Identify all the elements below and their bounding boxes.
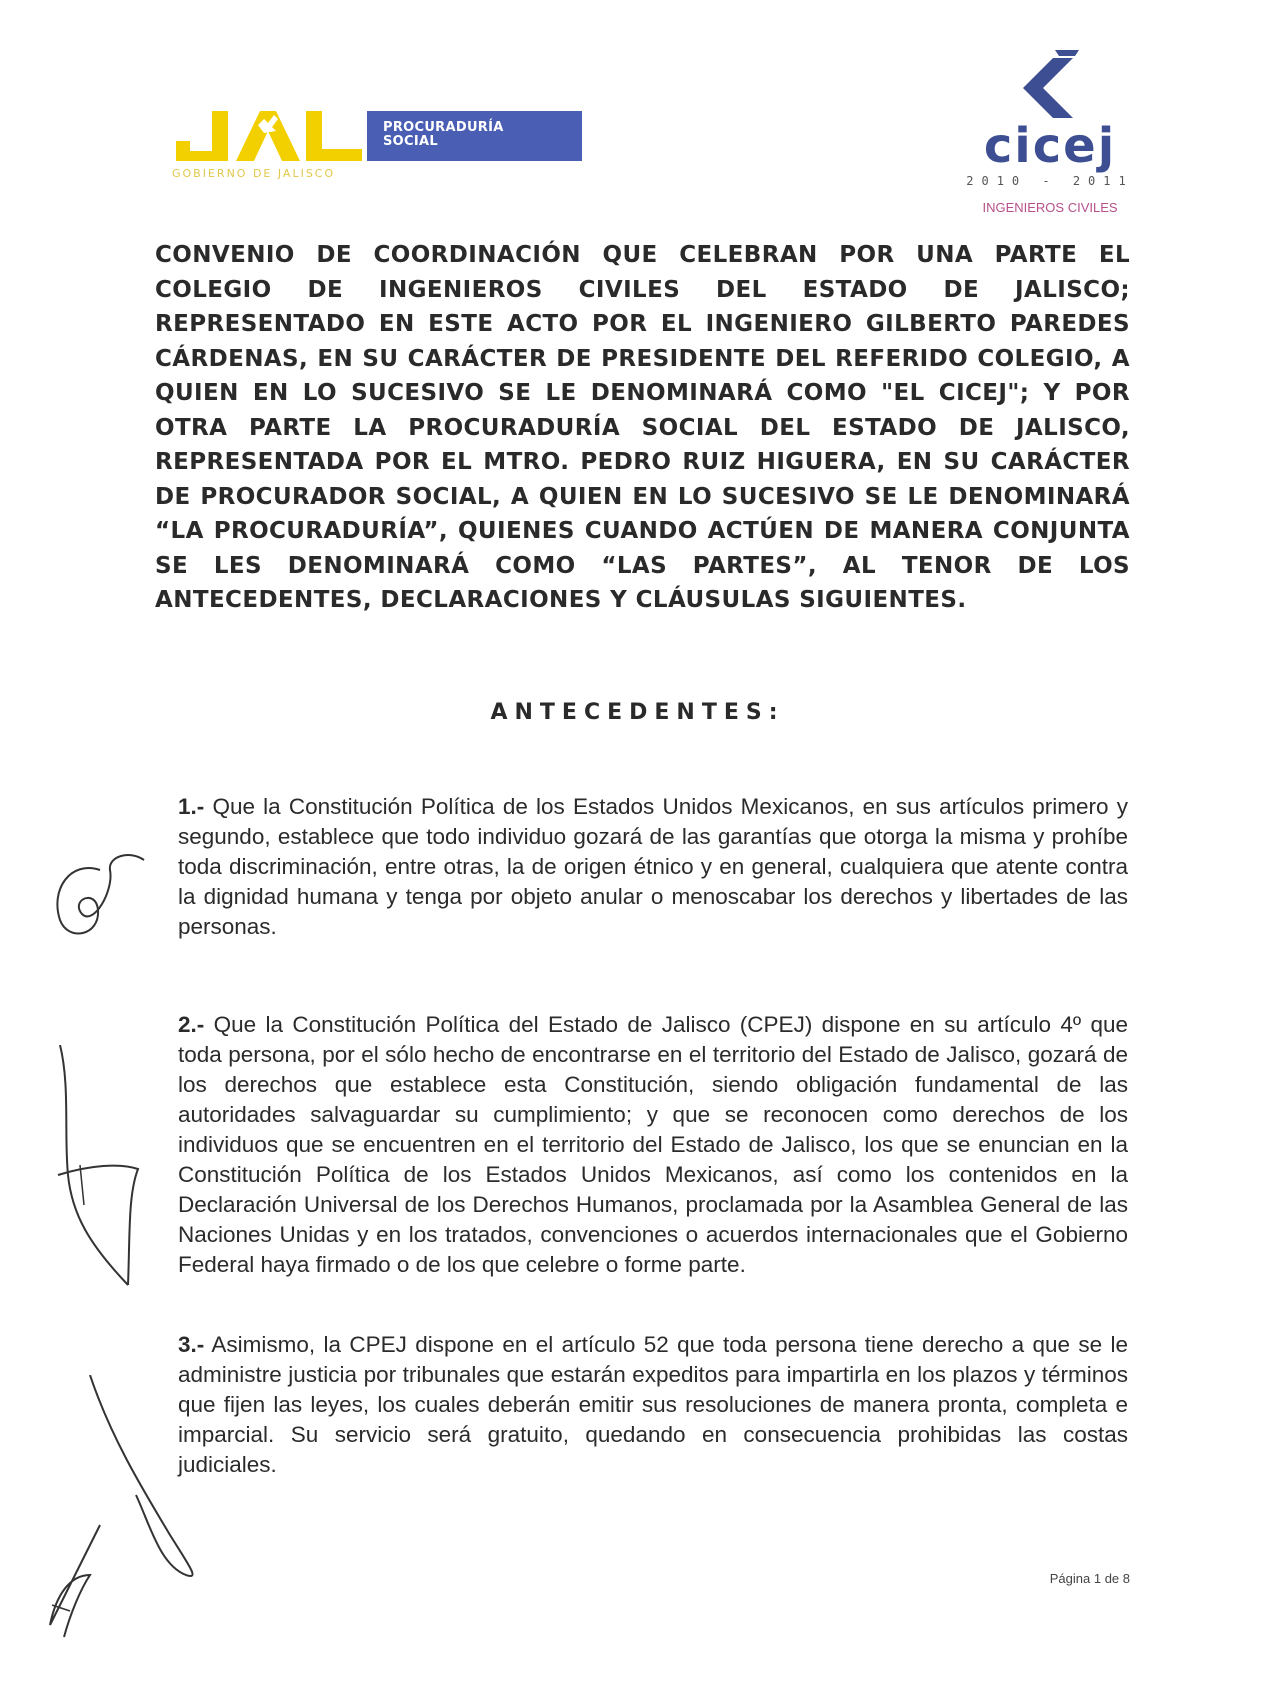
procuraduria-social-logo <box>172 105 612 185</box>
institution-line-1: PROCURADURÍA <box>383 120 504 135</box>
cicej-logo <box>965 50 1135 225</box>
paragraph-number: 1.- <box>178 794 205 819</box>
jal-logo-mark <box>172 105 372 165</box>
procuraduria-social-label <box>367 111 582 161</box>
paragraph-number: 2.- <box>178 1012 205 1037</box>
cicej-years: 2010 - 2011 <box>966 174 1134 188</box>
paragraph-1 <box>178 792 1128 942</box>
signature-initial-1 <box>40 840 150 950</box>
institution-line-2: SOCIAL <box>383 134 438 149</box>
section-heading-antecedentes: ANTECEDENTES: <box>490 700 785 725</box>
signature-initial-3 <box>40 1375 210 1640</box>
paragraph-2 <box>178 1010 1128 1280</box>
paragraph-text: Asimismo, la CPEJ dispone en el artículo 52 que toda persona tiene derecho a que se le administre justicia por tribunales que estarán expeditos para impartirla en los plazos y términos que fijen las leyes, los cuales deberán emitir sus resoluciones de manera pronta, completa e imparcial. Su servicio será gratuito, quedando en consecuencia prohibidas las costas judiciales. <box>178 1332 1128 1477</box>
cicej-wordmark: cicej <box>983 118 1117 174</box>
signature-initial-2 <box>50 1045 160 1295</box>
document-title: CONVENIO DE COORDINACIÓN QUE CELEBRAN POR UNA PARTE EL COLEGIO DE INGENIEROS CIVILES DEL ESTADO DE JALISCO; REPRESENTADO EN ESTE ACTO POR EL INGENIERO GILBERTO PAREDES CÁRDENAS, EN SU CARÁCTER DE PRESIDENTE DEL REFERIDO COLEGIO, A QUIEN EN LO SUCESIVO SE LE DENOMINARÁ COMO "EL CICEJ"; Y POR OTRA PARTE LA PROCURADURÍA SOCIAL DEL ESTADO DE JALISCO, REPRESENTADA POR EL MTRO. PEDRO RUIZ HIGUERA, EN SU CARÁCTER DE PROCURADOR SOCIAL, A QUIEN EN LO SUCESIVO SE LE DENOMINARÁ “LA PROCURADURÍA”, QUIENES CUANDO ACTÚEN DE MANERA CONJUNTA SE LES DENOMINARÁ COMO “LAS PARTES”, AL TENOR DE LOS ANTECEDENTES, DECLARACIONES Y CLÁUSULAS SIGUIENTES. <box>155 242 1130 613</box>
paragraph-number: 3.- <box>178 1332 205 1357</box>
paragraph-text: Que la Constitución Política de los Estados Unidos Mexicanos, en sus artículos primero y segundo, establece que todo individuo gozará de las garantías que otorga la misma y prohíbe toda discriminación, entre otras, la de origen étnico y en general, cualquiera que atente contra la dignidad humana y tenga por objeto anular o menoscabar los derechos y libertades de las personas. <box>178 794 1128 939</box>
government-line: GOBIERNO DE JALISCO <box>172 167 336 180</box>
paragraph-3 <box>178 1330 1128 1480</box>
page-number: Página 1 de 8 <box>1049 1571 1130 1586</box>
cicej-subtitle: INGENIEROS CIVILES <box>982 200 1118 215</box>
paragraph-text: Que la Constitución Política del Estado de Jalisco (CPEJ) dispone en su artículo 4º que toda persona, por el sólo hecho de encontrarse en el territorio del Estado de Jalisco, gozará de los derechos que establece esta Constitución, siendo obligación fundamental de las autoridades salvaguardar su cumplimiento; y que se reconocen como derechos de los individuos que se encuentren en el territorio del Estado de Jalisco, los que se enuncian en la Constitución Política de los Estados Unidos Mexicanos, así como los contenidos en la Declaración Universal de los Derechos Humanos, proclamada por la Asamblea General de las Naciones Unidas y en los tratados, convenciones o acuerdos internacionales que el Gobierno Federal haya firmado o de los que celebre o forme parte. <box>178 1012 1128 1277</box>
cicej-chevron-icon <box>1015 50 1080 120</box>
